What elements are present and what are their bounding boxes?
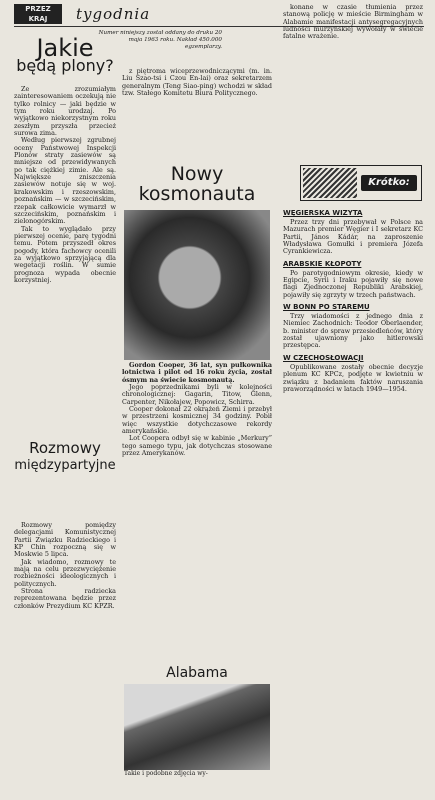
paragraph: Przez trzy dni przebywał w Polsce na Mazurach premier Węgier i I sekretarz KC Partii, János Kádár, na zaproszenie Władysława Gomułki i premiera Józefa Cyrankiewicza. <box>283 218 423 256</box>
headline-rozmowy-line1: Rozmowy <box>29 439 101 457</box>
alabama-photo <box>124 684 270 770</box>
headline-jakie-small: będą plony? <box>16 56 114 75</box>
alabama-caption: Takie i podobne zdjęcia wy- <box>124 770 208 777</box>
paragraph: Jak wiadomo, rozmowy te mają na celu przezwyciężenie rozbieżności ideologicznych i politycznych. <box>14 557 116 588</box>
headline-kosmonauta-line1: Nowy <box>170 163 224 185</box>
paragraph: Lot Coopera odbył się w kabinie „Merkury” tego samego typu, jak dotychczas stosowane przez Amerykanów. <box>122 434 272 458</box>
logo <box>14 4 62 24</box>
headline-rozmowy <box>14 440 116 474</box>
krotko-label: Krótko: <box>361 175 417 191</box>
section-title: W BONN PO STAREMU <box>283 303 370 312</box>
article-continuation <box>122 68 272 160</box>
paragraph: Jego poprzednikami byli w kolejności chronologicznej: Gagarin, Titow, Glenn, Carpenter, Nikołajew, Popowicz, Schirra. <box>122 383 272 406</box>
headline-rozmowy-line2: międzypartyjne <box>14 458 116 473</box>
paragraph: Ze zrozumiałym zainteresowaniem oczekują nie tylko rolnicy — jaki będzie w tym roku urodzaj. Po wyjątkowo niekorzystnym roku zeszłym przyszła przecież surowa zima. <box>14 86 116 138</box>
stripes-decoration <box>303 168 357 198</box>
article-rozmowy-body <box>14 522 116 794</box>
paragraph: Strona radziecka reprezentowana będzie przez członków Prezydium KC KPZR. <box>14 587 116 610</box>
paragraph: konane w czasie tłumienia przez stanową policję w mieście Birmingham w Alabamie manifestacji antysegregacyjnych ludności murzyńskiej wywołały w świecie fatalne wrażenie. <box>283 4 423 41</box>
masthead-title: tygodnia <box>76 5 151 23</box>
article-kosmonauta-body <box>122 362 272 662</box>
paragraph: Po parotygodniowym okresie, kiedy w Egipcie, Syrii i Iraku pojawiły się nowe flagi Zjednoczonej Republiki Arabskiej, pojawiły się zgrzyty w trzech państwach. <box>283 268 423 299</box>
print-note: Numer niniejszy został oddany do druku 20 maja 1963 roku. Nakład 450.000 egzemplarzy. <box>98 30 222 50</box>
paragraph: Tak to wyglądało przy pierwszej ocenie, parę tygodni temu. Potem przyszedł okres pogody, która fachowcy ocenili za wyjątkowo sprzyjającą dla wegetacji roślin. W sumie prognoza wypada obecnie korzystniej. <box>14 224 116 284</box>
paragraph: Trzy wiadomości z jednego dnia z Niemiec Zachodnich: Teodor Oberlaender, b. minister do spraw przesiedleńców, który został ujawniony jako hitlerowski przestępca. <box>283 312 423 350</box>
article-jakie-body <box>14 86 116 436</box>
paragraph: Cooper dokonał 22 okrążeń Ziemi i przebył w przestrzeni kosmicznej 34 godziny. Pobił więc wszystkie dotychczasowe rekordy amerykańskie. <box>122 405 272 436</box>
article-alabama-continuation <box>283 4 423 164</box>
paragraph: z piętroma wiceprzewodniczącymi (m. in. Liu Szao-tsi i Czou En-lai) oraz sekretarzem generalnym (Teng Siao-ping) wchodzi w skład tzw. Stałego Komitetu Biura Politycznego. <box>122 68 272 98</box>
lead: Gordon Cooper, 36 lat, syn pułkownika lotnictwa i pilot od 16 roku życia, został ósmym na świecie kosmonautą. <box>122 362 272 384</box>
headline-jakie <box>14 34 116 75</box>
krotko-box <box>300 165 422 201</box>
section-title: W CZECHOSŁOWACJI <box>283 353 364 362</box>
capsule-photo <box>124 210 270 360</box>
paragraph: Według pierwszej zgrubnej oceny Państwowej Inspekcji Plonów straty zasiewów są mniejsze od przewidywanych po tak ciężkiej zimie. Ale są. Największe zniszczenia zasiewów notuje się w woj. krakowskim i rzeszowskim, poznańskim — w szczecińskim, rzepak całkowicie wymarzł w szczecińskim, poznańskim i zielonogórskim. <box>14 136 116 226</box>
logo-line: KRAJ <box>28 15 48 23</box>
headline-jakie-big: Jakie <box>36 34 94 62</box>
paragraph: Rozmowy pomiędzy delegacjami Komunistycznej Partii Związku Radzieckiego i KP Chin rozpoczną się w Moskwie 5 lipca. <box>14 522 116 559</box>
section-title: ARABSKIE KŁOPOTY <box>283 259 362 268</box>
headline-alabama: Alabama <box>166 665 228 681</box>
logo-line: PRZEZ <box>25 5 51 13</box>
news-briefs <box>283 205 423 797</box>
headline-kosmonauta <box>122 164 272 204</box>
section-title: WĘGIERSKA WIZYTA <box>283 209 363 217</box>
headline-kosmonauta-line2: kosmonauta <box>138 183 256 205</box>
paragraph: Opublikowane zostały obecnie decyzje plenum KC KPCz, podjęte w kwietniu w związku z badaniem faktów naruszania praworządności w latach 1949—1954. <box>283 362 423 393</box>
